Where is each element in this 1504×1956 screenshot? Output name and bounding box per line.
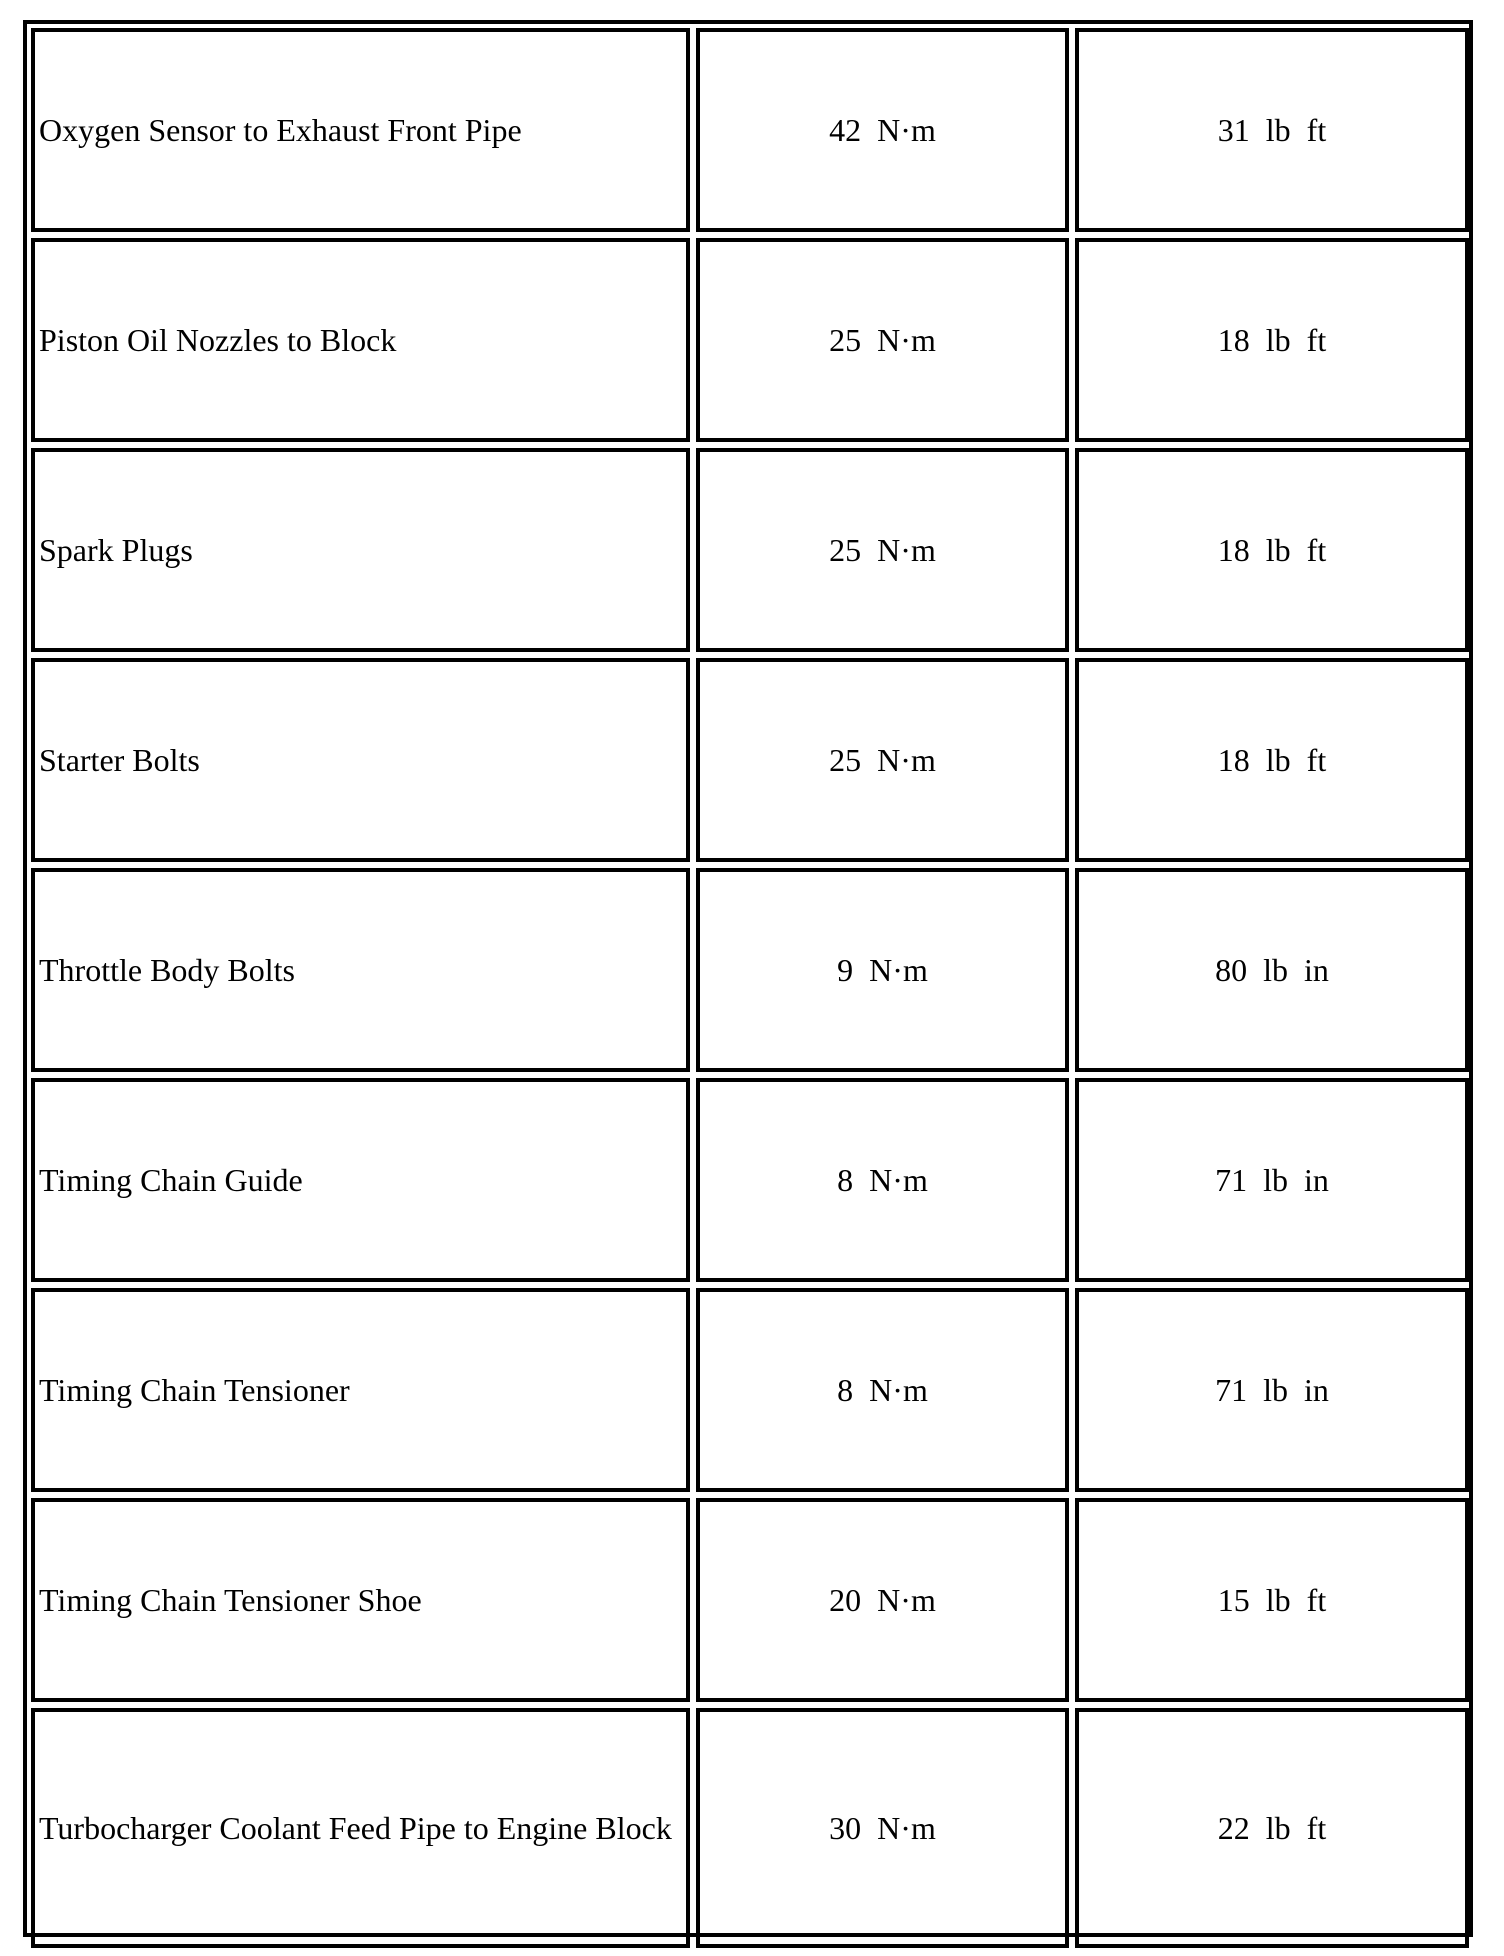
english-torque-cell: 18 lb ft <box>1075 448 1469 652</box>
metric-torque-cell: 42 N·m <box>696 28 1069 232</box>
fastener-description-cell: Turbocharger Coolant Feed Pipe to Engine Block <box>31 1708 690 1948</box>
metric-torque-cell: 25 N·m <box>696 448 1069 652</box>
english-torque-cell: 18 lb ft <box>1075 238 1469 442</box>
fastener-description-cell: Oxygen Sensor to Exhaust Front Pipe <box>31 28 690 232</box>
fastener-description-cell: Timing Chain Guide <box>31 1078 690 1282</box>
english-torque-cell: 18 lb ft <box>1075 658 1469 862</box>
fastener-description-cell: Timing Chain Tensioner Shoe <box>31 1498 690 1702</box>
english-torque-cell: 80 lb in <box>1075 868 1469 1072</box>
english-torque-cell: 31 lb ft <box>1075 28 1469 232</box>
metric-torque-cell: 30 N·m <box>696 1708 1069 1948</box>
fastener-description-cell: Spark Plugs <box>31 448 690 652</box>
metric-torque-cell: 8 N·m <box>696 1288 1069 1492</box>
english-torque-cell: 71 lb in <box>1075 1288 1469 1492</box>
fastener-description-cell: Starter Bolts <box>31 658 690 862</box>
fastener-description-cell: Throttle Body Bolts <box>31 868 690 1072</box>
metric-torque-cell: 9 N·m <box>696 868 1069 1072</box>
table-grid <box>31 28 1465 1929</box>
metric-torque-cell: 20 N·m <box>696 1498 1069 1702</box>
metric-torque-cell: 25 N·m <box>696 658 1069 862</box>
metric-torque-cell: 8 N·m <box>696 1078 1069 1282</box>
fastener-description-cell: Timing Chain Tensioner <box>31 1288 690 1492</box>
english-torque-cell: 15 lb ft <box>1075 1498 1469 1702</box>
torque-spec-table <box>23 20 1473 1937</box>
english-torque-cell: 71 lb in <box>1075 1078 1469 1282</box>
fastener-description-cell: Piston Oil Nozzles to Block <box>31 238 690 442</box>
metric-torque-cell: 25 N·m <box>696 238 1069 442</box>
english-torque-cell: 22 lb ft <box>1075 1708 1469 1948</box>
